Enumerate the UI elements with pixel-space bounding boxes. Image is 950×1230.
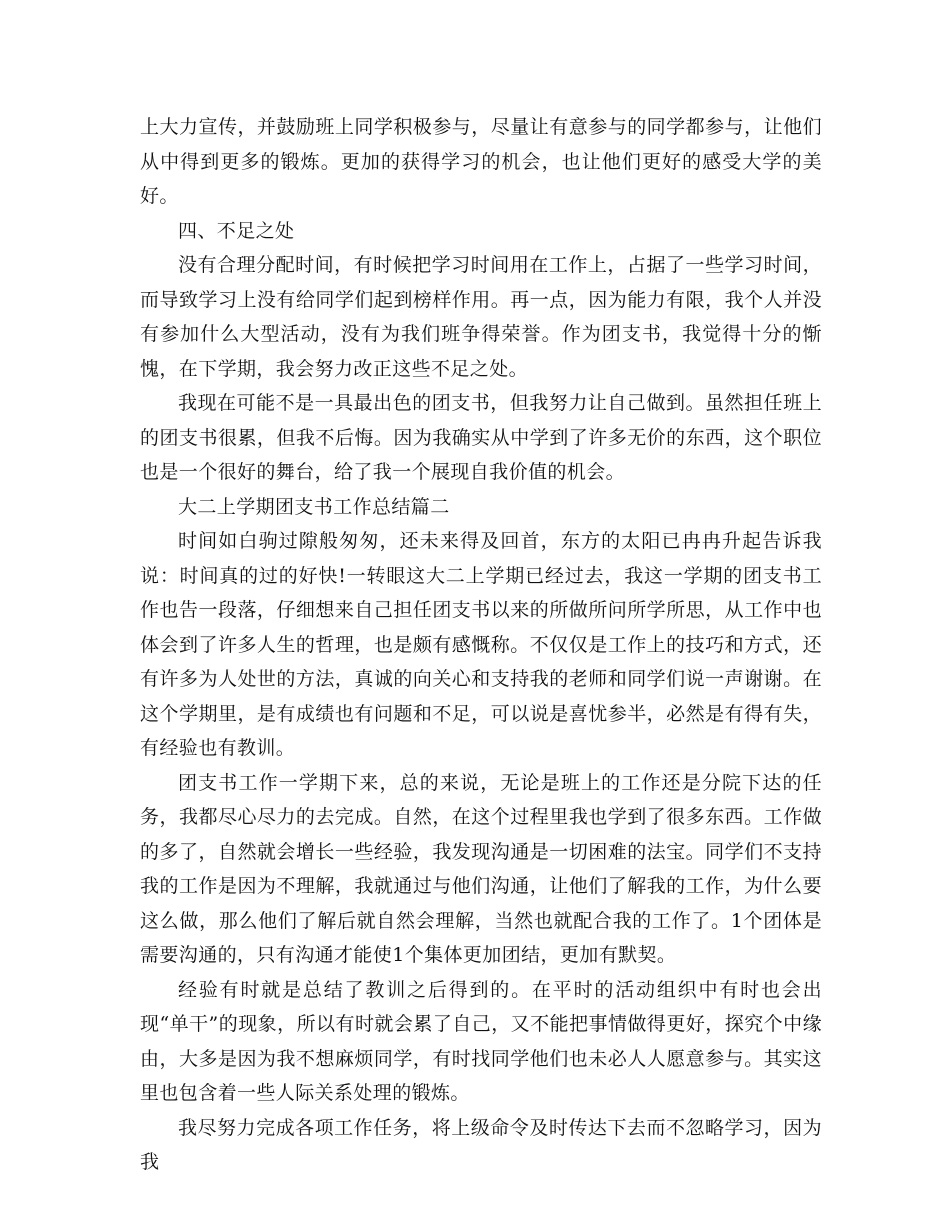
- paragraph-time: 时间如白驹过隙般匆匆，还未来得及回首，东方的太阳已冉冉升起告诉我说：时间真的过的好快!一转眼这大二上学期已经过去，我这一学期的团支书工作也告一段落，仔细想来自己担任团支书以来的所做所问所学所思，从工作中也体会到了许多人生的哲理，也是颇有感慨称。不仅仅是工作上的技巧和方式，还有许多为人处世的方法，真诚的向关心和支持我的老师和同学们说一声谢谢。在这个学期里，是有成绩也有问题和不足，可以说是喜忧参半，必然是有得有失，有经验也有教训。: [140, 530, 822, 759]
- paragraph-experience: 经验有时就是总结了教训之后得到的。在平时的活动组织中有时也会出现“单干”的现象，所以有时就会累了自己，又不能把事情做得更好，探究个中缘由，大多是因为我不想麻烦同学，有时找同学他们也未必人人愿意参与。其实这里也包含着一些人际关系处理的锻炼。: [140, 978, 822, 1104]
- paragraph-shortcomings: 没有合理分配时间，有时候把学习时间用在工作上，占据了一些学习时间，而导致学习上没有给同学们起到榜样作用。再一点，因为能力有限，我个人并没有参加什么大型活动，没有为我们班争得荣誉。作为团支书，我觉得十分的惭愧，在下学期，我会努力改正这些不足之处。: [140, 254, 822, 380]
- paragraph-reflection: 我现在可能不是一具最出色的团支书，但我努力让自己做到。虽然担任班上的团支书很累，但我不后悔。因为我确实从中学到了许多无价的东西，这个职位也是一个很好的舞台，给了我一个展现自我价值的机会。: [140, 392, 822, 483]
- paragraph-continuation: 上大力宣传，并鼓励班上同学积极参与，尽量让有意参与的同学都参与，让他们从中得到更多的锻炼。更加的获得学习的机会，也让他们更好的感受大学的美好。: [140, 116, 822, 207]
- section-heading-shortcomings: 四、不足之处: [178, 219, 295, 242]
- section-title-part-two: 大二上学期团支书工作总结篇二: [178, 495, 450, 518]
- paragraph-work: 团支书工作一学期下来，总的来说，无论是班上的工作还是分院下达的任务，我都尽心尽力的去完成。自然，在这个过程里我也学到了很多东西。工作做的多了，自然就会增长一些经验，我发现沟通是一切困难的法宝。同学们不支持我的工作是因为不理解，我就通过与他们沟通，让他们了解我的工作，为什么要这么做，那么他们了解后就自然会理解，当然也就配合我的工作了。1个团体是需要沟通的，只有沟通才能使1个集体更加团结，更加有默契。: [140, 771, 822, 966]
- paragraph-effort: 我尽努力完成各项工作任务，将上级命令及时传达下去而不忽略学习，因为我: [140, 1116, 822, 1173]
